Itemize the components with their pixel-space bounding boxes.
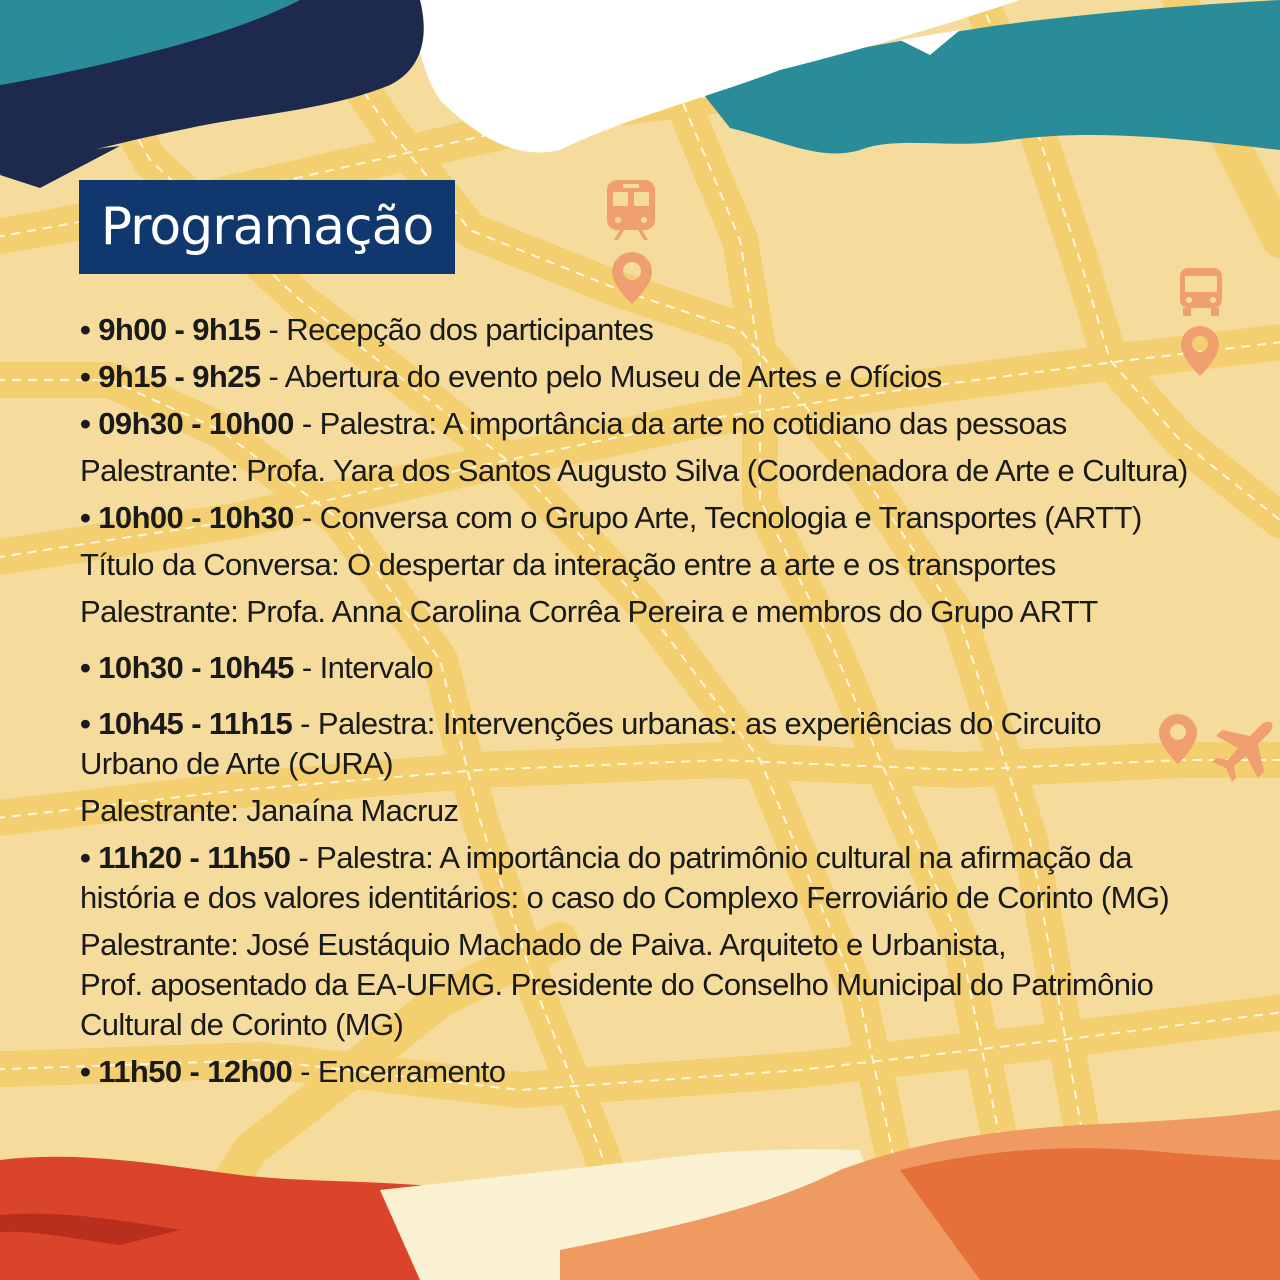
separator: - xyxy=(260,312,287,347)
time-range: 10h00 - 10h30 xyxy=(98,500,294,535)
time-range: 9h15 - 9h25 xyxy=(98,359,261,394)
activity-text: Palestra: A importância do patrimônio cultural na afirmação da história e dos valores identitários: o caso do Complexo Ferroviário de Corinto (MG) xyxy=(80,840,1170,915)
speaker-bio: Prof. aposentado da EA-UFMG. Presidente do Conselho Municipal do Patrimônio Cultural de Corinto (MG) xyxy=(80,967,1154,1042)
separator: - xyxy=(260,359,285,394)
activity-text: Conversa com o Grupo Arte, Tecnologia e Transportes (ARTT) xyxy=(319,500,1142,535)
schedule-item xyxy=(80,498,1220,538)
separator: - xyxy=(292,706,318,741)
schedule-item xyxy=(80,404,1220,444)
activity-text: Encerramento xyxy=(317,1054,506,1089)
bottom-paint-strokes xyxy=(0,1110,1280,1280)
schedule-list xyxy=(80,310,1220,1092)
activity-text: Recepção dos participantes xyxy=(286,312,654,347)
bullet: • xyxy=(80,312,99,347)
top-paint-strokes xyxy=(0,0,1280,188)
separator: - xyxy=(293,406,320,441)
activity-text: Palestra: Intervenções urbanas: as experiências do Circuito Urbano de Arte (CURA) xyxy=(80,706,1101,781)
bullet: • xyxy=(80,706,99,741)
schedule-item xyxy=(80,357,1220,397)
train-icon xyxy=(607,180,655,240)
separator: - xyxy=(293,650,320,685)
bullet: • xyxy=(80,500,99,535)
schedule-item xyxy=(80,310,1220,350)
time-range: 10h30 - 10h45 xyxy=(98,650,294,685)
activity-text: Palestra: A importância da arte no cotidiano das pessoas xyxy=(319,406,1067,441)
schedule-item xyxy=(80,648,1220,688)
schedule-item xyxy=(80,704,1140,784)
title-banner xyxy=(79,180,455,274)
bullet: • xyxy=(80,650,99,685)
bullet: • xyxy=(80,1054,99,1089)
time-range: 09h30 - 10h00 xyxy=(98,406,294,441)
activity-text: Abertura do evento pelo Museu de Artes e Ofícios xyxy=(284,359,942,394)
speaker-line: Palestrante: Profa. Anna Carolina Corrêa Pereira e membros do Grupo ARTT xyxy=(80,594,1098,629)
schedule-item xyxy=(80,1052,1220,1092)
schedule-item xyxy=(80,838,1220,918)
bullet: • xyxy=(80,359,99,394)
time-range: 11h20 - 11h50 xyxy=(98,840,291,875)
time-range: 10h45 - 11h15 xyxy=(98,706,293,741)
separator: - xyxy=(292,1054,318,1089)
separator: - xyxy=(290,840,317,875)
bullet: • xyxy=(80,406,99,441)
page-title: Programação xyxy=(100,197,434,257)
talk-title-line: Título da Conversa: O despertar da interação entre a arte e os transportes xyxy=(80,547,1056,582)
bullet: • xyxy=(80,840,99,875)
time-range: 11h50 - 12h00 xyxy=(98,1054,293,1089)
speaker-line: Palestrante: Profa. Yara dos Santos Augusto Silva (Coordenadora de Arte e Cultura) xyxy=(80,453,1188,488)
separator: - xyxy=(293,500,320,535)
speaker-line: Palestrante: Janaína Macruz xyxy=(80,793,459,828)
time-range: 9h00 - 9h15 xyxy=(98,312,261,347)
activity-text: Intervalo xyxy=(319,650,434,685)
bus-icon xyxy=(1180,268,1222,316)
speaker-line: Palestrante: José Eustáquio Machado de Paiva. Arquiteto e Urbanista, xyxy=(80,927,1006,962)
